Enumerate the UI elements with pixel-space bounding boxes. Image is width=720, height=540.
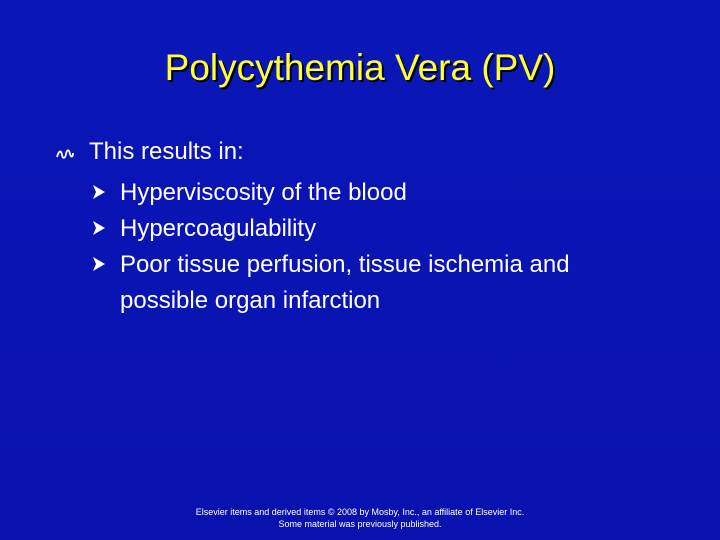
slide-title: Polycythemia Vera (PV) xyxy=(164,47,556,88)
sub-bullet-item xyxy=(92,175,692,211)
sub-bullet-text: Hyperviscosity of the blood xyxy=(120,179,407,206)
sub-bullet-list xyxy=(92,175,692,319)
sub-bullet-text: Poor tissue perfusion, tissue ischemia and possible organ infarction xyxy=(120,251,570,314)
footer-line-1: Elsevier items and derived items © 2008 by Mosby, Inc., an affiliate of Elsevier Inc. xyxy=(195,507,525,517)
arrow-bullet-icon xyxy=(92,184,106,200)
copyright-footer xyxy=(0,506,720,530)
sub-bullet-text: Hypercoagulability xyxy=(120,215,317,242)
arrow-bullet-icon xyxy=(92,256,106,272)
wavy-bullet-icon xyxy=(56,147,74,161)
footer-line-2: Some material was previously published. xyxy=(278,519,442,529)
sub-bullet-item xyxy=(92,211,692,247)
main-bullet-text: This results in: xyxy=(89,138,244,165)
arrow-bullet-icon xyxy=(92,220,106,236)
sub-bullet-item xyxy=(92,247,620,319)
